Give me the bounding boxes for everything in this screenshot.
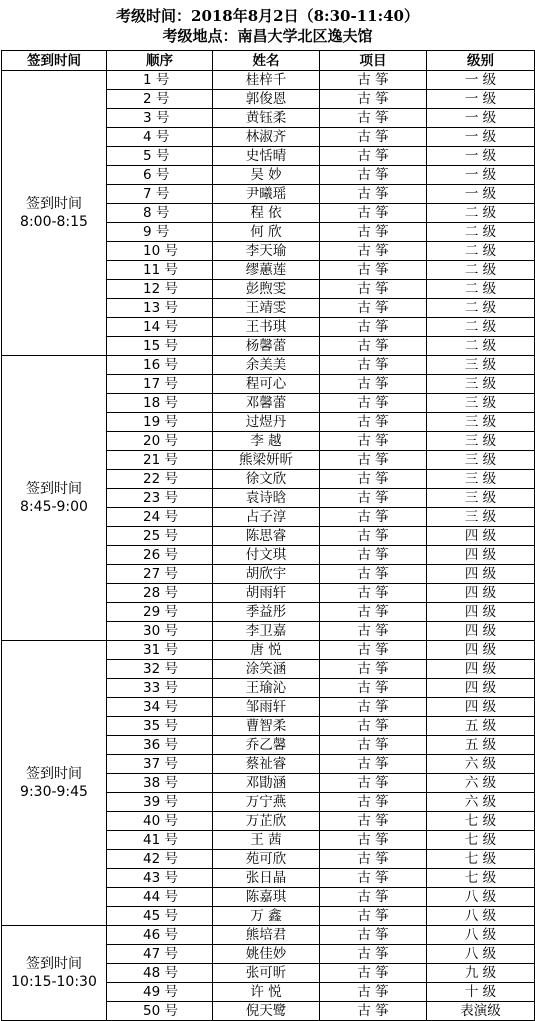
order-cell: 20 号 [107,432,213,451]
item-cell: 古 筝 [320,185,427,204]
order-cell: 32 号 [107,660,213,679]
item-cell: 古 筝 [320,242,427,261]
item-cell: 古 筝 [320,812,427,831]
table-row [2,71,535,90]
item-cell: 古 筝 [320,508,427,527]
level-cell: 六 级 [427,793,535,812]
item-cell: 古 筝 [320,641,427,660]
item-cell: 古 筝 [320,90,427,109]
level-cell: 七 级 [427,812,535,831]
level-cell: 七 级 [427,850,535,869]
table-row [2,926,535,945]
level-cell: 四 级 [427,660,535,679]
name-cell: 李卫嘉 [213,622,320,641]
level-cell: 一 级 [427,71,535,90]
order-cell: 31 号 [107,641,213,660]
level-cell: 三 级 [427,451,535,470]
checkin-label: 签到时间 [26,481,82,497]
item-cell: 古 筝 [320,679,427,698]
order-cell: 49 号 [107,983,213,1002]
order-cell: 6 号 [107,166,213,185]
level-cell: 二 级 [427,204,535,223]
order-cell: 36 号 [107,736,213,755]
level-cell: 三 级 [427,394,535,413]
name-cell: 黄钰柔 [213,109,320,128]
level-cell: 表演级 [427,1002,535,1021]
name-cell: 袁诗晗 [213,489,320,508]
level-cell: 二 级 [427,242,535,261]
checkin-label: 签到时间 [26,196,82,212]
order-cell: 2 号 [107,90,213,109]
name-cell: 熊梁妍昕 [213,451,320,470]
item-cell: 古 筝 [320,147,427,166]
order-cell: 39 号 [107,793,213,812]
name-cell: 曹智柔 [213,717,320,736]
item-cell: 古 筝 [320,698,427,717]
level-cell: 二 级 [427,261,535,280]
item-cell: 古 筝 [320,774,427,793]
name-cell: 万宁燕 [213,793,320,812]
name-cell: 徐文欣 [213,470,320,489]
name-cell: 程 依 [213,204,320,223]
column-header-level: 级别 [427,51,535,71]
order-cell: 28 号 [107,584,213,603]
schedule-header [0,0,535,50]
name-cell: 占子淳 [213,508,320,527]
order-cell: 26 号 [107,546,213,565]
level-cell: 七 级 [427,831,535,850]
item-cell: 古 筝 [320,584,427,603]
name-cell: 张日晶 [213,869,320,888]
item-cell: 古 筝 [320,831,427,850]
name-cell: 陈思睿 [213,527,320,546]
order-cell: 42 号 [107,850,213,869]
level-cell: 三 级 [427,356,535,375]
name-cell: 张可昕 [213,964,320,983]
item-cell: 古 筝 [320,375,427,394]
exam-time-line: 考级时间：2018年8月2日（8:30-11:40） [116,7,419,25]
item-cell: 古 筝 [320,717,427,736]
level-cell: 一 级 [427,185,535,204]
level-cell: 二 级 [427,337,535,356]
order-cell: 41 号 [107,831,213,850]
item-cell: 古 筝 [320,166,427,185]
order-cell: 34 号 [107,698,213,717]
column-header-checkin: 签到时间 [2,51,107,71]
name-cell: 尹曦瑶 [213,185,320,204]
level-cell: 二 级 [427,223,535,242]
level-cell: 四 级 [427,584,535,603]
item-cell: 古 筝 [320,1002,427,1021]
order-cell: 21 号 [107,451,213,470]
name-cell: 李 越 [213,432,320,451]
item-cell: 古 筝 [320,223,427,242]
item-cell: 古 筝 [320,394,427,413]
name-cell: 林淑齐 [213,128,320,147]
order-cell: 48 号 [107,964,213,983]
checkin-label: 签到时间 [26,956,82,972]
order-cell: 24 号 [107,508,213,527]
level-cell: 七 级 [427,869,535,888]
item-cell: 古 筝 [320,622,427,641]
level-cell: 四 级 [427,622,535,641]
level-cell: 三 级 [427,432,535,451]
level-cell: 三 级 [427,470,535,489]
level-cell: 四 级 [427,679,535,698]
name-cell: 王瑜沁 [213,679,320,698]
item-cell: 古 筝 [320,261,427,280]
name-cell: 李天瑜 [213,242,320,261]
item-cell: 古 筝 [320,926,427,945]
level-cell: 一 级 [427,147,535,166]
level-cell: 二 级 [427,318,535,337]
item-cell: 古 筝 [320,356,427,375]
item-cell: 古 筝 [320,128,427,147]
name-cell: 邹雨轩 [213,698,320,717]
level-cell: 四 级 [427,565,535,584]
item-cell: 古 筝 [320,470,427,489]
name-cell: 彭煦雯 [213,280,320,299]
column-header-name: 姓名 [213,51,320,71]
level-cell: 三 级 [427,508,535,527]
name-cell: 余美美 [213,356,320,375]
item-cell: 古 筝 [320,432,427,451]
order-cell: 11 号 [107,261,213,280]
name-cell: 倪天鹭 [213,1002,320,1021]
item-cell: 古 筝 [320,451,427,470]
name-cell: 史恬晴 [213,147,320,166]
name-cell: 胡雨轩 [213,584,320,603]
order-cell: 35 号 [107,717,213,736]
item-cell: 古 筝 [320,755,427,774]
order-cell: 27 号 [107,565,213,584]
order-cell: 33 号 [107,679,213,698]
order-cell: 15 号 [107,337,213,356]
item-cell: 古 筝 [320,793,427,812]
order-cell: 7 号 [107,185,213,204]
name-cell: 王靖雯 [213,299,320,318]
item-cell: 古 筝 [320,204,427,223]
item-cell: 古 筝 [320,945,427,964]
item-cell: 古 筝 [320,337,427,356]
item-cell: 古 筝 [320,888,427,907]
order-cell: 38 号 [107,774,213,793]
order-cell: 8 号 [107,204,213,223]
level-cell: 三 级 [427,489,535,508]
item-cell: 古 筝 [320,983,427,1002]
order-cell: 4 号 [107,128,213,147]
order-cell: 29 号 [107,603,213,622]
item-cell: 古 筝 [320,413,427,432]
level-cell: 八 级 [427,945,535,964]
table-header-row [2,51,535,71]
item-cell: 古 筝 [320,660,427,679]
column-header-item: 项目 [320,51,427,71]
level-cell: 一 级 [427,109,535,128]
item-cell: 古 筝 [320,603,427,622]
item-cell: 古 筝 [320,869,427,888]
level-cell: 四 级 [427,698,535,717]
level-cell: 四 级 [427,641,535,660]
name-cell: 许 悦 [213,983,320,1002]
name-cell: 杨馨蕾 [213,337,320,356]
order-cell: 45 号 [107,907,213,926]
name-cell: 程可心 [213,375,320,394]
level-cell: 四 级 [427,603,535,622]
checkin-label: 签到时间 [26,766,82,782]
name-cell: 桂梓千 [213,71,320,90]
order-cell: 19 号 [107,413,213,432]
checkin-time-cell [2,641,107,926]
level-cell: 八 级 [427,888,535,907]
order-cell: 16 号 [107,356,213,375]
column-header-order: 顺序 [107,51,213,71]
name-cell: 付文琪 [213,546,320,565]
level-cell: 四 级 [427,546,535,565]
name-cell: 王书琪 [213,318,320,337]
checkin-time-cell [2,71,107,356]
name-cell: 蔡祉睿 [213,755,320,774]
item-cell: 古 筝 [320,850,427,869]
name-cell: 邓勖涵 [213,774,320,793]
order-cell: 10 号 [107,242,213,261]
order-cell: 5 号 [107,147,213,166]
name-cell: 苑可欣 [213,850,320,869]
checkin-time-cell [2,926,107,1021]
order-cell: 17 号 [107,375,213,394]
order-cell: 30 号 [107,622,213,641]
checkin-time: 8:00-8:15 [20,214,88,230]
order-cell: 25 号 [107,527,213,546]
item-cell: 古 筝 [320,565,427,584]
level-cell: 一 级 [427,90,535,109]
name-cell: 过煜丹 [213,413,320,432]
level-cell: 十 级 [427,983,535,1002]
exam-location-line: 考级地点：南昌大学北区逸夫馆 [162,27,373,45]
level-cell: 八 级 [427,926,535,945]
checkin-time: 10:15-10:30 [11,974,97,990]
order-cell: 18 号 [107,394,213,413]
level-cell: 五 级 [427,736,535,755]
exam-schedule-table [1,50,535,1021]
item-cell: 古 筝 [320,299,427,318]
order-cell: 50 号 [107,1002,213,1021]
order-cell: 12 号 [107,280,213,299]
level-cell: 二 级 [427,299,535,318]
name-cell: 胡欣宇 [213,565,320,584]
item-cell: 古 筝 [320,546,427,565]
name-cell: 乔乙馨 [213,736,320,755]
level-cell: 六 级 [427,774,535,793]
order-cell: 1 号 [107,71,213,90]
item-cell: 古 筝 [320,109,427,128]
name-cell: 万 鑫 [213,907,320,926]
name-cell: 吴 妙 [213,166,320,185]
order-cell: 47 号 [107,945,213,964]
level-cell: 四 级 [427,527,535,546]
name-cell: 涂笑涵 [213,660,320,679]
order-cell: 37 号 [107,755,213,774]
item-cell: 古 筝 [320,71,427,90]
checkin-time-cell [2,356,107,641]
level-cell: 九 级 [427,964,535,983]
item-cell: 古 筝 [320,907,427,926]
name-cell: 陈嘉琪 [213,888,320,907]
name-cell: 唐 悦 [213,641,320,660]
order-cell: 43 号 [107,869,213,888]
checkin-time: 8:45-9:00 [20,499,88,515]
name-cell: 邓馨蕾 [213,394,320,413]
item-cell: 古 筝 [320,318,427,337]
order-cell: 40 号 [107,812,213,831]
checkin-time: 9:30-9:45 [20,784,88,800]
level-cell: 八 级 [427,907,535,926]
order-cell: 22 号 [107,470,213,489]
level-cell: 一 级 [427,128,535,147]
order-cell: 23 号 [107,489,213,508]
item-cell: 古 筝 [320,527,427,546]
name-cell: 姚佳妙 [213,945,320,964]
table-row [2,641,535,660]
item-cell: 古 筝 [320,964,427,983]
item-cell: 古 筝 [320,280,427,299]
item-cell: 古 筝 [320,736,427,755]
name-cell: 何 欣 [213,223,320,242]
name-cell: 熊培君 [213,926,320,945]
name-cell: 缪蕙莲 [213,261,320,280]
name-cell: 王 茜 [213,831,320,850]
level-cell: 一 级 [427,166,535,185]
order-cell: 46 号 [107,926,213,945]
level-cell: 二 级 [427,280,535,299]
order-cell: 14 号 [107,318,213,337]
order-cell: 44 号 [107,888,213,907]
order-cell: 9 号 [107,223,213,242]
name-cell: 郭俊恩 [213,90,320,109]
level-cell: 五 级 [427,717,535,736]
level-cell: 三 级 [427,413,535,432]
level-cell: 三 级 [427,375,535,394]
table-row [2,356,535,375]
item-cell: 古 筝 [320,489,427,508]
level-cell: 六 级 [427,755,535,774]
order-cell: 3 号 [107,109,213,128]
name-cell: 季益彤 [213,603,320,622]
order-cell: 13 号 [107,299,213,318]
table-body [2,71,535,1021]
name-cell: 万芷欣 [213,812,320,831]
